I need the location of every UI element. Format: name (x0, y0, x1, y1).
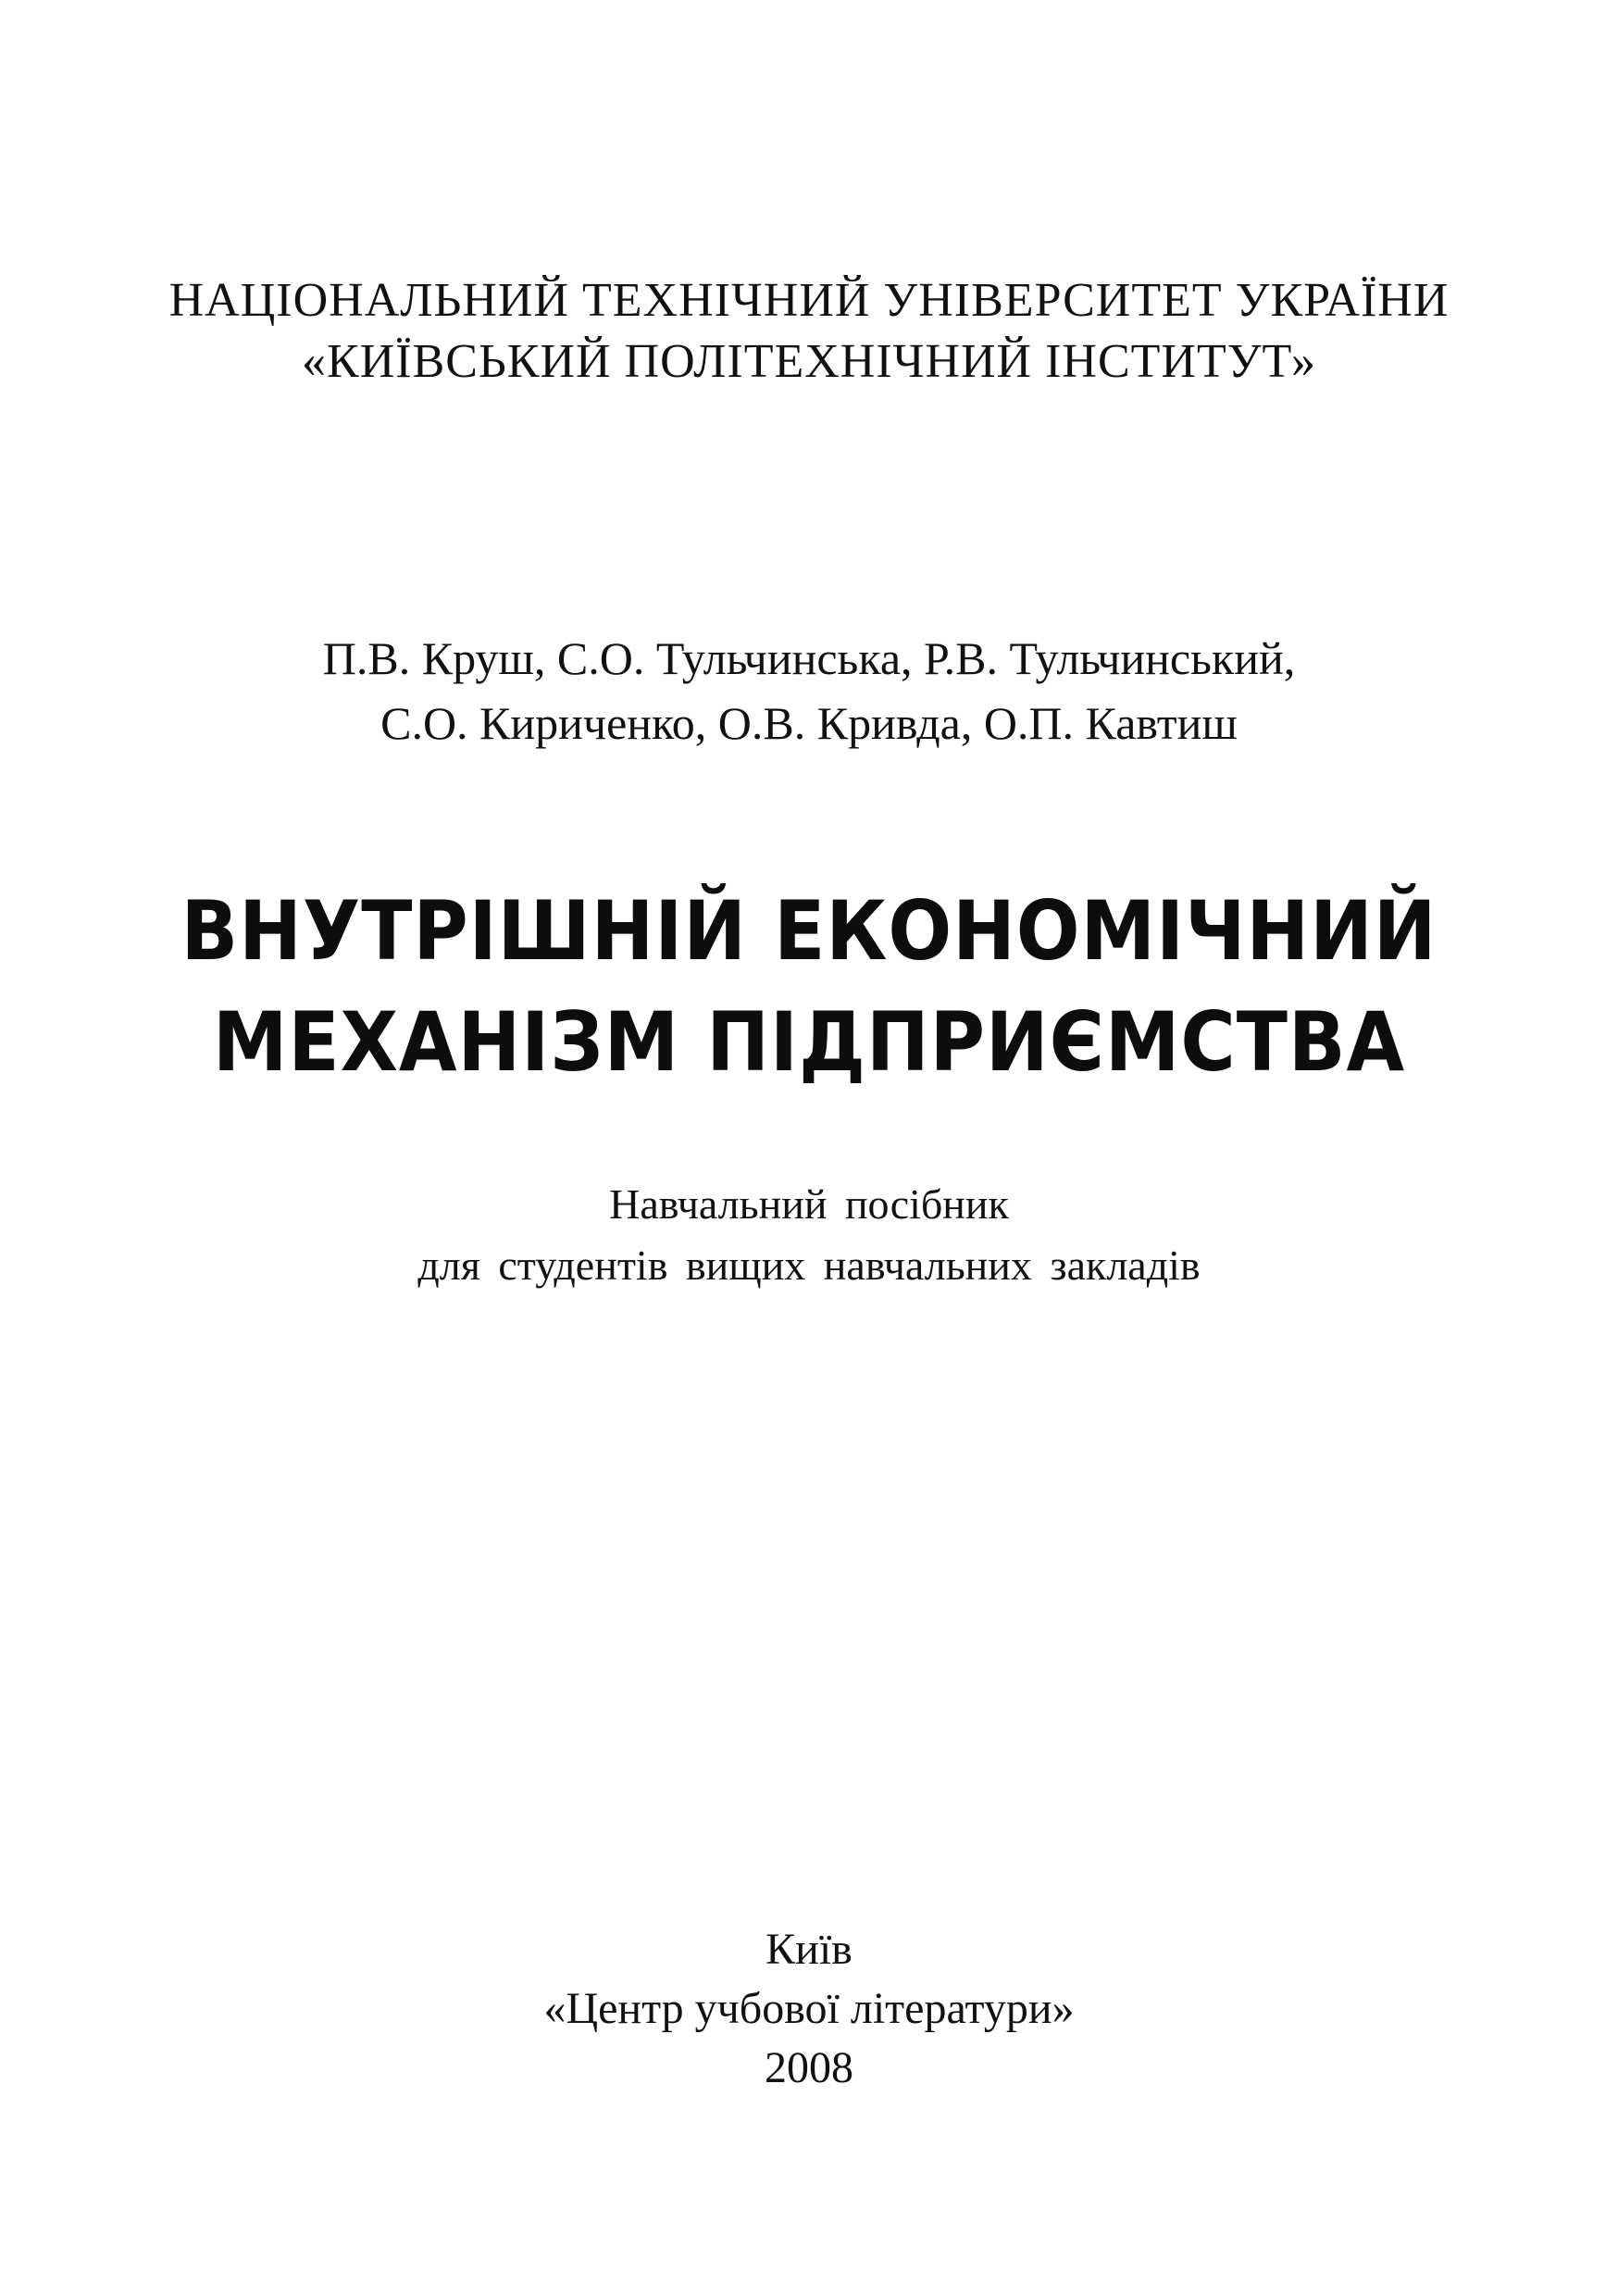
book-title (65, 876, 1553, 1098)
imprint-year: 2008 (765, 2043, 853, 2092)
book-subtitle-line-2: для студентів вищих навчальних закладів (417, 1242, 1201, 1289)
imprint-city: Київ (765, 1925, 853, 1974)
book-subtitle (0, 1174, 1618, 1296)
authors-line-2: С.О. Кириченко, О.В. Кривда, О.П. Кавтиш (380, 697, 1238, 749)
imprint (0, 1920, 1618, 2098)
book-subtitle-line-1: Навчальний посібник (609, 1180, 1009, 1228)
book-title-line-2: МЕХАНІЗМ ПІДПРИЄМСТВА (212, 994, 1406, 1090)
authors (0, 626, 1618, 755)
imprint-publisher: «Центр учбової літератури» (543, 1984, 1075, 2033)
book-title-line-1: ВНУТРІШНІЙ ЕКОНОМІЧНИЙ (180, 883, 1438, 979)
institution-line-2: «КИЇВСЬКИЙ ПОЛІТЕХНІЧНИЙ ІНСТИТУТ» (302, 335, 1316, 388)
institution-name (0, 270, 1618, 393)
authors-line-1: П.В. Круш, С.О. Тульчинська, Р.В. Тульчинський, (322, 632, 1296, 684)
institution-line-1: НАЦІОНАЛЬНИЙ ТЕХНІЧНИЙ УНІВЕРСИТЕТ УКРАЇНИ (168, 274, 1450, 327)
